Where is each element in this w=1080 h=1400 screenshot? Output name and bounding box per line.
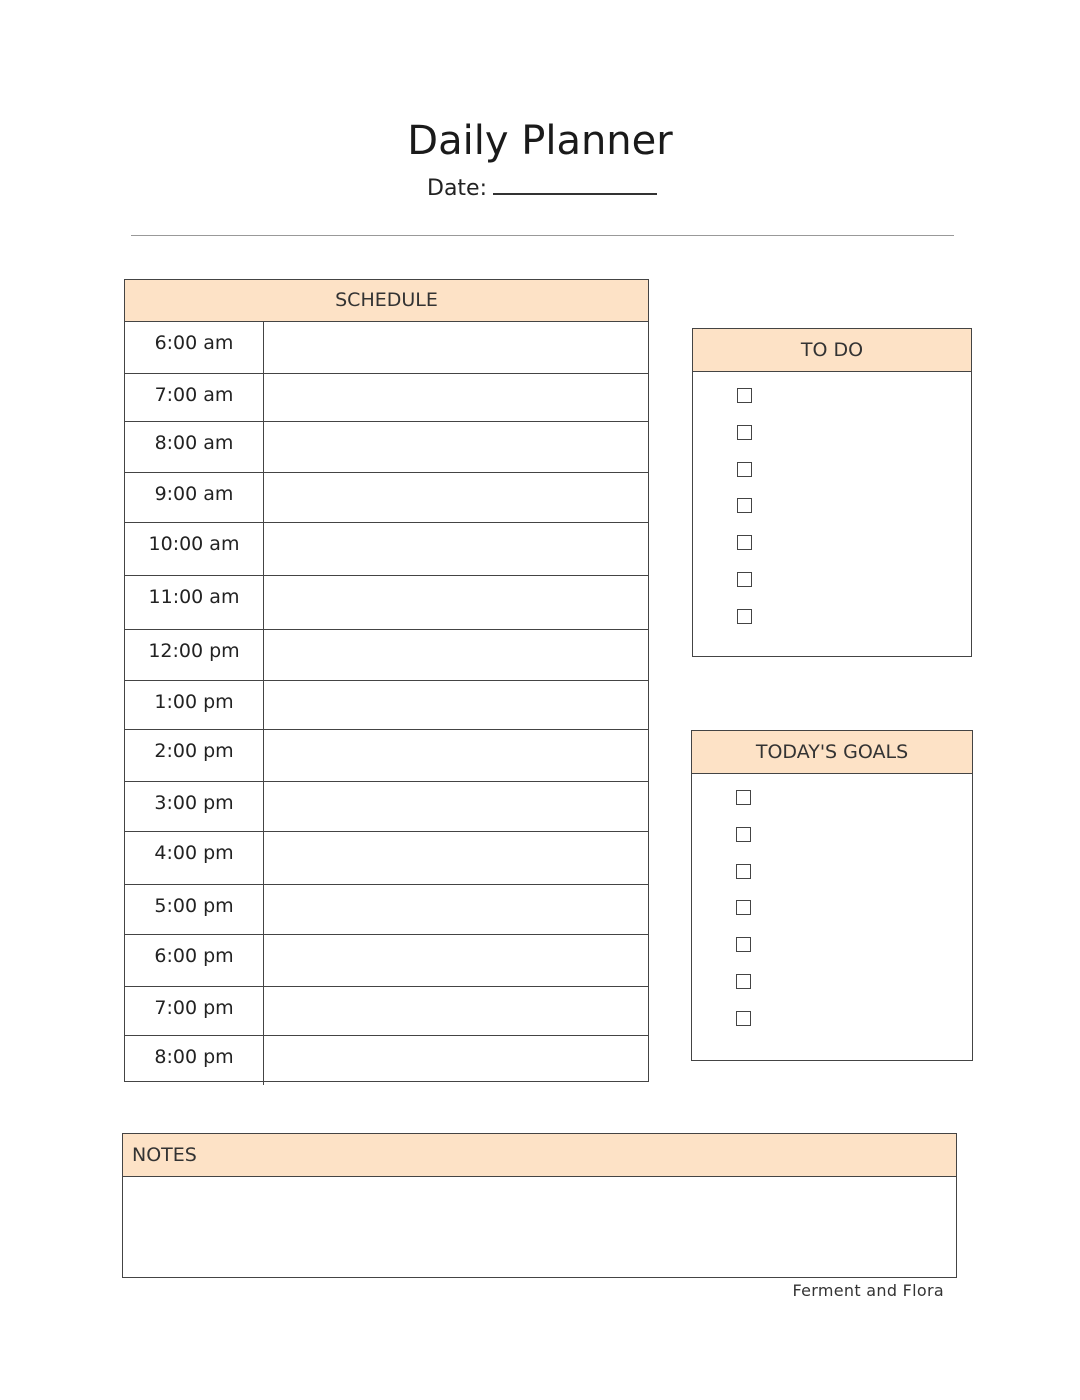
schedule-row xyxy=(125,680,648,729)
todo-panel xyxy=(692,328,972,657)
schedule-row xyxy=(125,831,648,884)
checkbox[interactable] xyxy=(736,974,751,989)
schedule-row xyxy=(125,373,648,421)
checkbox[interactable] xyxy=(737,388,752,403)
checkbox[interactable] xyxy=(737,572,752,587)
time-label: 11:00 am xyxy=(125,576,264,629)
notes-header: NOTES xyxy=(123,1134,956,1177)
time-label: 4:00 pm xyxy=(125,832,264,884)
schedule-entry-field[interactable] xyxy=(264,782,648,831)
checkbox[interactable] xyxy=(737,425,752,440)
schedule-entry-field[interactable] xyxy=(264,630,648,680)
schedule-row xyxy=(125,472,648,522)
time-label: 3:00 pm xyxy=(125,782,264,831)
notes-area[interactable] xyxy=(123,1177,956,1277)
schedule-entry-field[interactable] xyxy=(264,1036,648,1085)
schedule-row xyxy=(125,522,648,575)
planner-title: Daily Planner xyxy=(407,118,673,164)
schedule-panel xyxy=(124,279,649,1082)
time-label: 12:00 pm xyxy=(125,630,264,680)
schedule-entry-field[interactable] xyxy=(264,422,648,472)
notes-panel xyxy=(122,1133,957,1278)
goals-panel xyxy=(691,730,973,1061)
schedule-entry-field[interactable] xyxy=(264,473,648,522)
schedule-row xyxy=(125,421,648,472)
schedule-row xyxy=(125,629,648,680)
date-field[interactable] xyxy=(427,173,657,201)
time-label: 6:00 am xyxy=(125,322,264,373)
schedule-row xyxy=(125,781,648,831)
checkbox[interactable] xyxy=(737,609,752,624)
checkbox[interactable] xyxy=(736,864,751,879)
schedule-row xyxy=(125,729,648,781)
time-label: 2:00 pm xyxy=(125,730,264,781)
time-label: 9:00 am xyxy=(125,473,264,522)
checkbox[interactable] xyxy=(736,790,751,805)
schedule-row xyxy=(125,1035,648,1085)
checkbox[interactable] xyxy=(736,827,751,842)
time-label: 8:00 pm xyxy=(125,1036,264,1085)
time-label: 7:00 am xyxy=(125,374,264,421)
schedule-row xyxy=(125,322,648,373)
date-label: Date: xyxy=(427,176,487,201)
schedule-header: SCHEDULE xyxy=(125,280,648,322)
time-label: 7:00 pm xyxy=(125,987,264,1035)
schedule-row xyxy=(125,934,648,986)
schedule-row xyxy=(125,986,648,1035)
schedule-row xyxy=(125,575,648,629)
schedule-entry-field[interactable] xyxy=(264,935,648,986)
checkbox[interactable] xyxy=(737,462,752,477)
schedule-entry-field[interactable] xyxy=(264,576,648,629)
schedule-entry-field[interactable] xyxy=(264,374,648,421)
date-blank-line[interactable] xyxy=(493,173,657,195)
time-label: 5:00 pm xyxy=(125,885,264,934)
checkbox[interactable] xyxy=(737,498,752,513)
schedule-entry-field[interactable] xyxy=(264,832,648,884)
checkbox[interactable] xyxy=(736,900,751,915)
schedule-entry-field[interactable] xyxy=(264,322,648,373)
footer-credit: Ferment and Flora xyxy=(792,1281,944,1300)
schedule-entry-field[interactable] xyxy=(264,987,648,1035)
todo-header: TO DO xyxy=(693,329,971,372)
schedule-entry-field[interactable] xyxy=(264,730,648,781)
time-label: 8:00 am xyxy=(125,422,264,472)
checkbox[interactable] xyxy=(736,1011,751,1026)
schedule-rows xyxy=(125,322,648,1085)
checkbox[interactable] xyxy=(737,535,752,550)
schedule-entry-field[interactable] xyxy=(264,885,648,934)
time-label: 6:00 pm xyxy=(125,935,264,986)
schedule-entry-field[interactable] xyxy=(264,681,648,729)
checkbox[interactable] xyxy=(736,937,751,952)
time-label: 10:00 am xyxy=(125,523,264,575)
title-divider xyxy=(131,235,954,236)
goals-header: TODAY'S GOALS xyxy=(692,731,972,774)
time-label: 1:00 pm xyxy=(125,681,264,729)
schedule-row xyxy=(125,884,648,934)
schedule-entry-field[interactable] xyxy=(264,523,648,575)
